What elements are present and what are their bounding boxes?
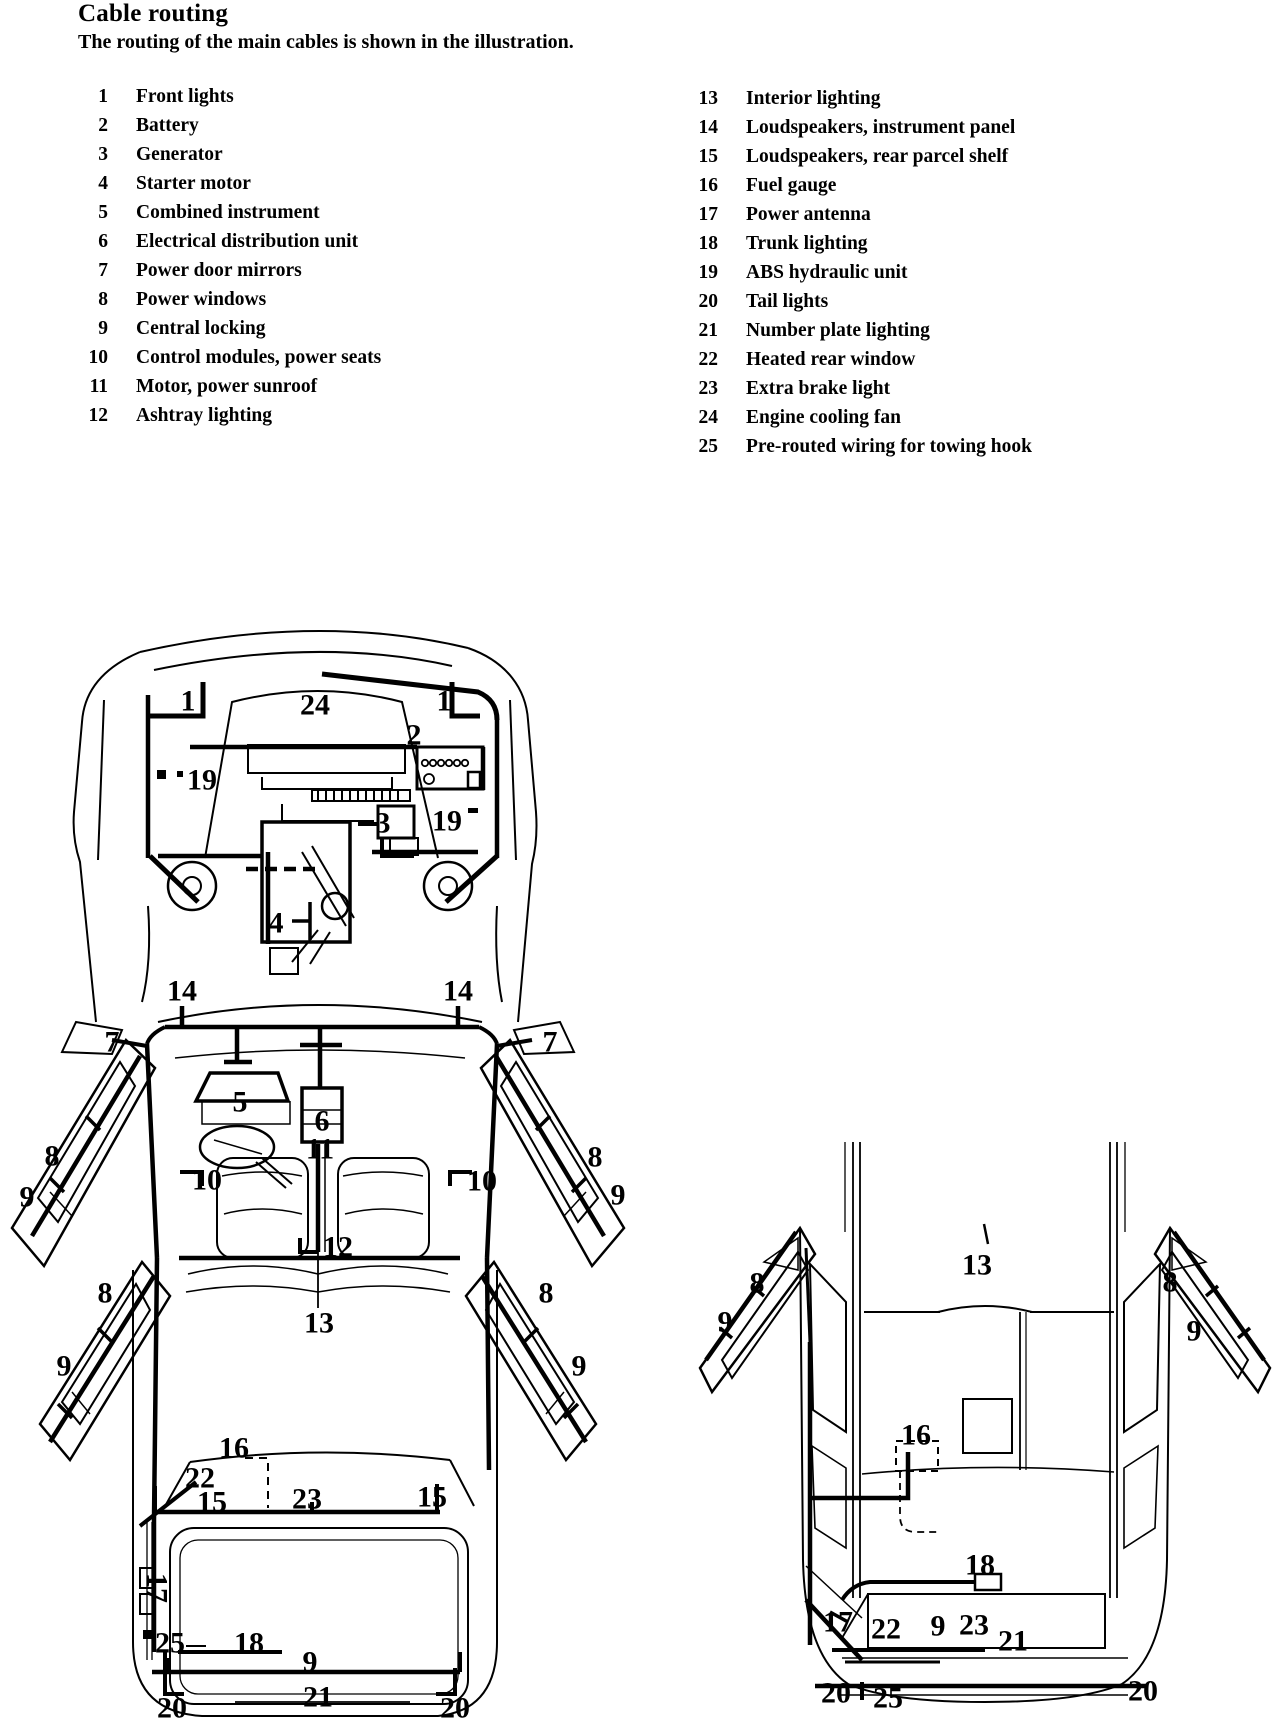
diagram-callout-8: 8 — [538, 1276, 554, 1310]
diagram-callout-17: 17 — [140, 1573, 174, 1603]
cabin-seats — [179, 1144, 472, 1308]
legend-item-number: 15 — [698, 146, 718, 167]
legend-item-label: Control modules, power seats — [136, 347, 382, 368]
diagram-callout-9: 9 — [717, 1305, 733, 1339]
diagram-callout-8: 8 — [587, 1140, 603, 1174]
legend-item-label: ABS hydraulic unit — [746, 262, 908, 283]
legend-item-number: 25 — [698, 436, 718, 457]
legend-item-number: 19 — [698, 262, 718, 283]
legend-item-label: Interior lighting — [746, 88, 881, 109]
legend-item-label: Number plate lighting — [746, 320, 930, 341]
legend-item-label: Starter motor — [136, 173, 251, 194]
legend-item-number: 1 — [98, 86, 108, 107]
engine-bay — [168, 688, 472, 974]
legend-item-label: Front lights — [136, 86, 234, 107]
legend-item-number: 5 — [98, 202, 108, 223]
legend-item-label: Combined instrument — [136, 202, 320, 223]
car-top-view — [12, 631, 624, 1716]
legend-item-number: 18 — [698, 233, 718, 254]
diagram-callout-25: 25 — [155, 1626, 185, 1660]
legend-item-label: Trunk lighting — [746, 233, 868, 254]
legend-item-label: Tail lights — [746, 291, 829, 312]
legend-item-number: 20 — [698, 291, 718, 312]
legend-item-number: 6 — [98, 231, 108, 252]
diagram-callout-21: 21 — [303, 1680, 333, 1714]
diagram-callout-9: 9 — [56, 1349, 72, 1383]
diagram-callout-14: 14 — [443, 974, 473, 1008]
legend-item-label: Generator — [136, 144, 223, 165]
legend-item-number: 8 — [98, 289, 108, 310]
diagram-callout-20: 20 — [440, 1691, 470, 1722]
legend-item-number: 23 — [698, 378, 718, 399]
diagram-callout-8: 8 — [44, 1139, 60, 1173]
legend-item-label: Power door mirrors — [136, 260, 302, 281]
legend-item-label: Pre-routed wiring for towing hook — [746, 436, 1032, 457]
diagram-callout-13: 13 — [304, 1306, 334, 1340]
legend-item-number: 4 — [98, 173, 108, 194]
diagram-callout-24: 24 — [300, 688, 330, 722]
legend-item-label: Electrical distribution unit — [136, 231, 359, 252]
page-title: Cable routing — [78, 0, 229, 27]
diagram-callout-1: 1 — [436, 684, 452, 718]
diagram-callout-8: 8 — [1162, 1265, 1178, 1299]
battery — [417, 747, 483, 790]
legend-item-number: 13 — [698, 88, 718, 109]
legend-item-number: 9 — [98, 318, 108, 339]
diagram-callout-7: 7 — [542, 1025, 558, 1059]
legend-item-label: Fuel gauge — [746, 175, 837, 196]
legend-item-label: Motor, power sunroof — [136, 376, 318, 397]
diagram-callout-3: 3 — [375, 806, 391, 840]
diagram-callout-15: 15 — [197, 1485, 227, 1519]
diagram-callout-22: 22 — [185, 1461, 215, 1495]
legend-item-number: 14 — [698, 117, 718, 138]
diagram-callout-8: 8 — [749, 1266, 765, 1300]
diagram-callout-18: 18 — [234, 1626, 264, 1660]
legend-item-number: 7 — [98, 260, 108, 281]
diagram-callout-19: 19 — [187, 763, 217, 797]
diagram-callout-9: 9 — [1186, 1314, 1202, 1348]
diagram-callout-10: 10 — [467, 1164, 497, 1198]
diagram-callout-6: 6 — [314, 1104, 330, 1138]
diagram-callout-20: 20 — [821, 1676, 851, 1710]
diagram-callout-16: 16 — [219, 1431, 249, 1465]
diagram-callout-8: 8 — [97, 1276, 113, 1310]
diagram-callout-2: 2 — [406, 718, 422, 752]
legend-item-number: 24 — [698, 407, 718, 428]
legend-item-number: 3 — [98, 144, 108, 165]
diagram-callout-9: 9 — [930, 1609, 946, 1643]
legend-item-label: Ashtray lighting — [136, 405, 272, 426]
legend-item-label: Loudspeakers, rear parcel shelf — [746, 146, 1009, 167]
diagram-callout-25: 25 — [873, 1681, 903, 1715]
legend-item-label: Power windows — [136, 289, 267, 310]
diagram-callout-15: 15 — [417, 1480, 447, 1514]
legend-item-label: Central locking — [136, 318, 266, 339]
legend-item-number: 12 — [88, 405, 108, 426]
legend-item-number: 2 — [98, 115, 108, 136]
diagram-callout-18: 18 — [965, 1548, 995, 1582]
diagram-callout-13: 13 — [962, 1248, 992, 1282]
rear-seat-interior — [862, 1306, 1114, 1474]
diagram-callout-5: 5 — [232, 1085, 248, 1119]
legend-item-label: Power antenna — [746, 204, 871, 225]
diagram-callout-10: 10 — [192, 1163, 222, 1197]
legend-item-label: Loudspeakers, instrument panel — [746, 117, 1016, 138]
diagram-callout-17: 17 — [823, 1605, 853, 1639]
page-subtitle: The routing of the main cables is shown in the illustration. — [78, 31, 574, 53]
diagram-callout-7: 7 — [104, 1025, 120, 1059]
diagram-callout-11: 11 — [305, 1132, 335, 1166]
diagram-callout-9: 9 — [19, 1180, 35, 1214]
diagram-callout-14: 14 — [167, 974, 197, 1008]
diagram-callout-20: 20 — [157, 1691, 187, 1722]
diagram-callout-9: 9 — [610, 1178, 626, 1212]
legend-item-label: Extra brake light — [746, 378, 891, 399]
diagram-callout-22: 22 — [871, 1612, 901, 1646]
diagram-callout-1: 1 — [180, 684, 196, 718]
legend-item-number: 16 — [698, 175, 718, 196]
legend-item-label: Engine cooling fan — [746, 407, 901, 428]
legend-item-label: Heated rear window — [746, 349, 916, 370]
legend-item-label: Battery — [136, 115, 199, 136]
legend-item-number: 22 — [698, 349, 718, 370]
diagram-callout-21: 21 — [998, 1624, 1028, 1658]
legend-item-number: 17 — [698, 204, 718, 225]
diagram-callout-9: 9 — [302, 1645, 318, 1679]
diagram-callout-23: 23 — [959, 1608, 989, 1642]
diagram-callout-19: 19 — [432, 804, 462, 838]
diagram-callout-23: 23 — [292, 1482, 322, 1516]
diagram-callout-12: 12 — [323, 1230, 353, 1264]
diagram-callout-4: 4 — [268, 906, 284, 940]
legend-item-number: 21 — [698, 320, 718, 341]
legend-item-number: 11 — [89, 376, 108, 397]
diagram-callout-20: 20 — [1128, 1674, 1158, 1708]
diagram-callout-16: 16 — [901, 1418, 931, 1452]
diagram-callout-9: 9 — [571, 1349, 587, 1383]
legend-item-number: 10 — [88, 347, 108, 368]
